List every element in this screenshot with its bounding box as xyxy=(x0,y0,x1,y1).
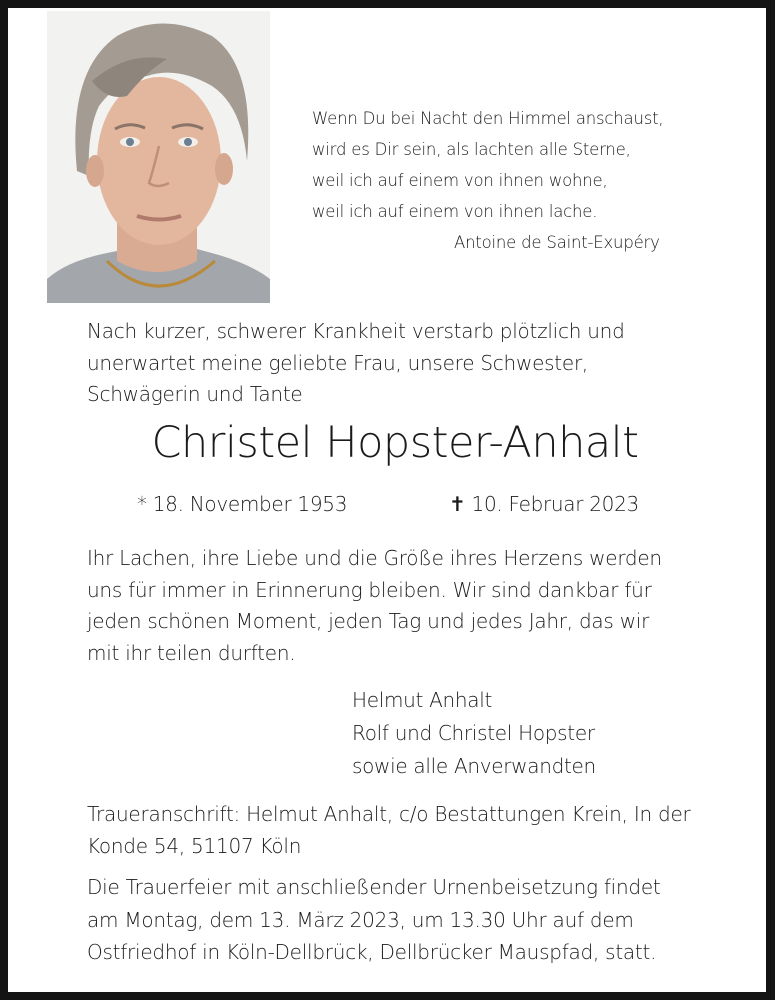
message-line: Ihr Lachen, ihre Liebe und die Größe ihres Herzens werden xyxy=(87,546,662,570)
poem-author: Antoine de Saint-Exupéry xyxy=(454,233,660,252)
birth-date: * 18. November 1953 xyxy=(137,492,348,516)
portrait-photo xyxy=(47,11,270,303)
message-line: mit ihr teilen durften. xyxy=(87,640,296,665)
message-line: uns für immer in Erinnerung bleiben. Wir sind dankbar für xyxy=(87,577,652,602)
memorial-message xyxy=(87,543,662,669)
intro-line: unerwartet meine geliebte Frau, unsere Schwester, xyxy=(87,350,589,375)
signer: sowie alle Anverwandten xyxy=(352,754,596,778)
funeral-ceremony-info xyxy=(87,871,661,969)
signers-list xyxy=(352,684,596,783)
death-date: ✝ 10. Februar 2023 xyxy=(449,492,639,516)
intro-line: Nach kurzer, schwerer Krankheit verstarb plötzlich und xyxy=(87,319,625,343)
signer: Helmut Anhalt xyxy=(352,688,493,712)
address-line: Traueranschrift: Helmut Anhalt, c/o Bestattungen Krein, In der xyxy=(87,802,691,826)
address-line: Konde 54, 51107 Köln xyxy=(87,834,302,858)
message-line: jeden schönen Moment, jeden Tag und jedes Jahr, das wir xyxy=(87,609,650,633)
ceremony-line: Die Trauerfeier mit anschließender Urnenbeisetzung findet xyxy=(87,875,661,899)
mourning-address xyxy=(87,798,690,862)
poem-line: Wenn Du bei Nacht den Himmel anschaust, xyxy=(312,109,664,128)
signer: Rolf und Christel Hopster xyxy=(352,721,595,745)
poem-line: weil ich auf einem von ihnen lache. xyxy=(312,202,598,221)
poem-quote xyxy=(312,103,692,227)
ceremony-line: Ostfriedhof in Köln-Dellbrück, Dellbrücker Mauspfad, statt. xyxy=(87,940,657,964)
deceased-name: Christel Hopster-Anhalt xyxy=(151,418,639,468)
poem-line: wird es Dir sein, als lachten alle Sterne, xyxy=(312,140,631,159)
intro-line: Schwägerin und Tante xyxy=(87,382,303,406)
intro-text xyxy=(87,316,625,411)
ceremony-line: am Montag, dem 13. März 2023, um 13.30 Uhr auf dem xyxy=(87,907,634,932)
poem-line: weil ich auf einem von ihnen wohne, xyxy=(312,171,608,190)
